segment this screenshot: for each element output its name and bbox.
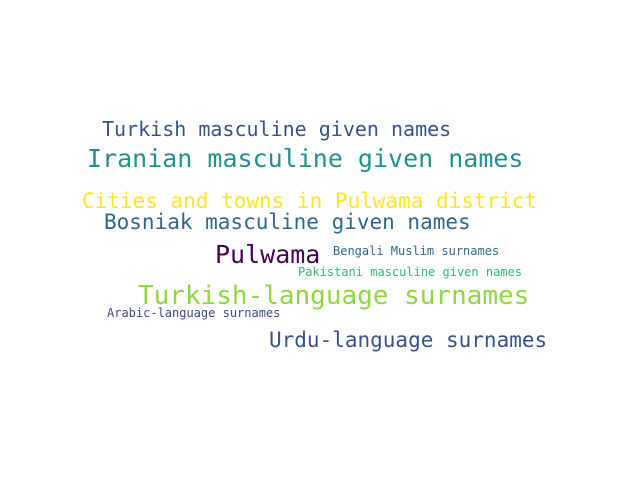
cloud-word: Iranian masculine given names xyxy=(87,144,524,173)
cloud-word: Pakistani masculine given names xyxy=(298,265,522,279)
cloud-word: Cities and towns in Pulwama district xyxy=(82,189,538,213)
cloud-word: Bosniak masculine given names xyxy=(104,210,471,234)
cloud-word: Bengali Muslim surnames xyxy=(333,244,500,258)
cloud-word: Urdu-language surnames xyxy=(269,328,548,352)
cloud-word: Turkish-language surnames xyxy=(138,281,530,311)
cloud-word: Arabic-language surnames xyxy=(107,306,281,320)
cloud-word: Turkish masculine given names xyxy=(102,117,452,141)
cloud-word: Pulwama xyxy=(215,240,321,269)
